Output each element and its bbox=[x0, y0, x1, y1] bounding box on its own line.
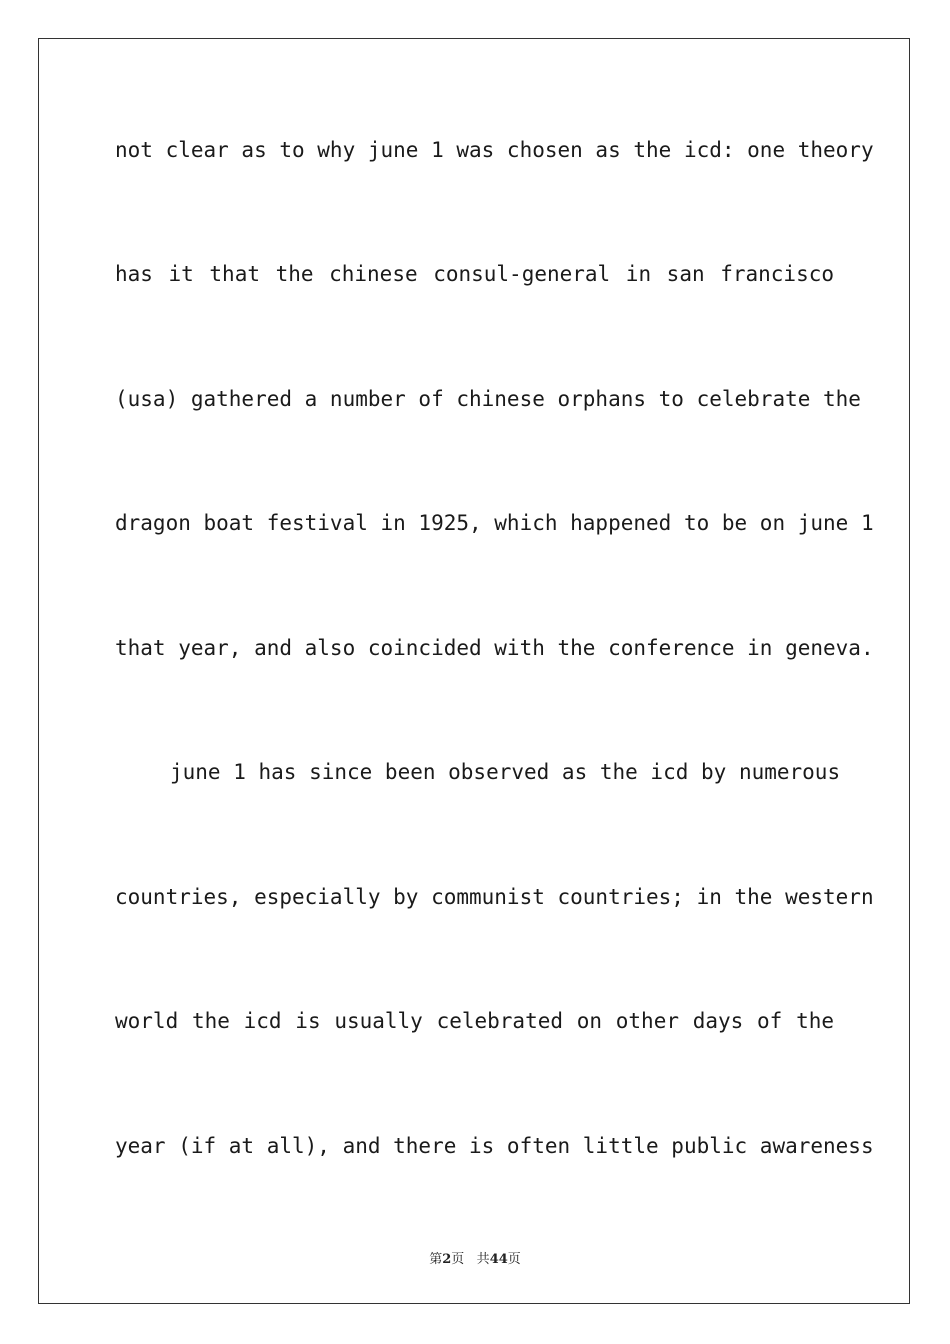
total-suffix: 页 bbox=[507, 1252, 521, 1267]
total-prefix: 共 bbox=[476, 1252, 490, 1267]
text-line: dragon boat festival in 1925, which happened to be on june 1 bbox=[115, 511, 874, 535]
text-line: (usa) gathered a number of chinese orphans to celebrate the bbox=[115, 387, 861, 411]
text-line: world the icd is usually celebrated on other days of the bbox=[115, 1009, 834, 1033]
text-line: that year, and also coincided with the conference in geneva. bbox=[115, 636, 874, 660]
text-line: year (if at all), and there is often little public awareness bbox=[115, 1134, 874, 1158]
page-suffix: 页 bbox=[451, 1252, 465, 1267]
page-border bbox=[38, 38, 910, 1304]
page-footer bbox=[0, 1248, 950, 1267]
text-line: not clear as to why june 1 was chosen as the icd: one theory bbox=[115, 138, 874, 162]
text-line-paragraph-start: june 1 has since been observed as the icd by numerous bbox=[170, 760, 841, 784]
text-line: has it that the chinese consul-general in san francisco bbox=[115, 262, 834, 286]
page-prefix: 第 bbox=[429, 1252, 443, 1267]
total-pages: 44 bbox=[489, 1252, 508, 1267]
text-line: countries, especially by communist countries; in the western bbox=[115, 885, 874, 909]
page-number: 2 bbox=[442, 1252, 452, 1267]
